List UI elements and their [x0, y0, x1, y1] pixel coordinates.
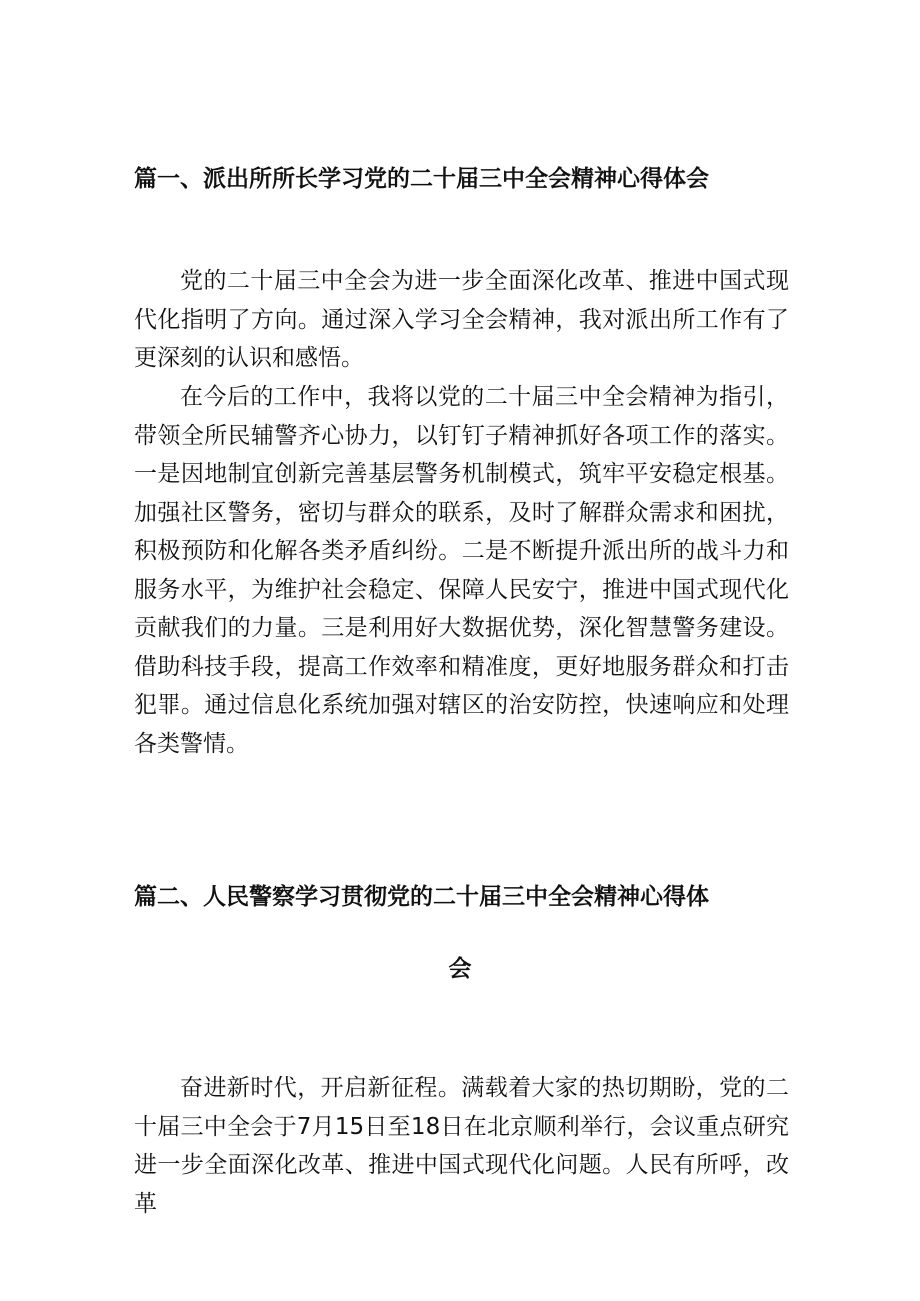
section-one-paragraph-2: 在今后的工作中，我将以党的二十届三中全会精神为指引，带领全所民辅警齐心协力，以钉钉子精神抓好各项工作的落实。一是因地制宜创新完善基层警务机制模式，筑牢平安稳定根基。加强社区警务，密切与群众的联系，及时了解群众需求和困扰，积极预防和化解各类矛盾纠纷。二是不断提升派出所的战斗力和服务水平，为维护社会稳定、保障人民安宁，推进中国式现代化贡献我们的力量。三是利用好大数据优势，深化智慧警务建设。借助科技手段，提高工作效率和精准度，更好地服务群众和打击犯罪。通过信息化系统加强对辖区的治安防控，快速响应和处理各类警情。 — [134, 384, 789, 757]
section-two-paragraph-1: 奋进新时代，开启新征程。满载着大家的热切期盼，党的二十届三中全会于7月15日至18日在北京顺利举行，会议重点研究进一步全面深化改革、推进中国式现代化问题。人民有所呼，改革 — [134, 1075, 789, 1217]
section-two-heading-continuation: 会 — [448, 956, 472, 982]
section-two-heading: 篇二、人民警察学习贯彻党的二十届三中全会精神心得体 — [134, 884, 709, 910]
section-one-paragraph-1: 党的二十届三中全会为进一步全面深化改革、推进中国式现代化指明了方向。通过深入学习全会精神，我对派出所工作有了更深刻的认识和感悟。 — [134, 268, 789, 371]
section-one-heading: 篇一、派出所所长学习党的二十届三中全会精神心得体会 — [134, 166, 709, 192]
